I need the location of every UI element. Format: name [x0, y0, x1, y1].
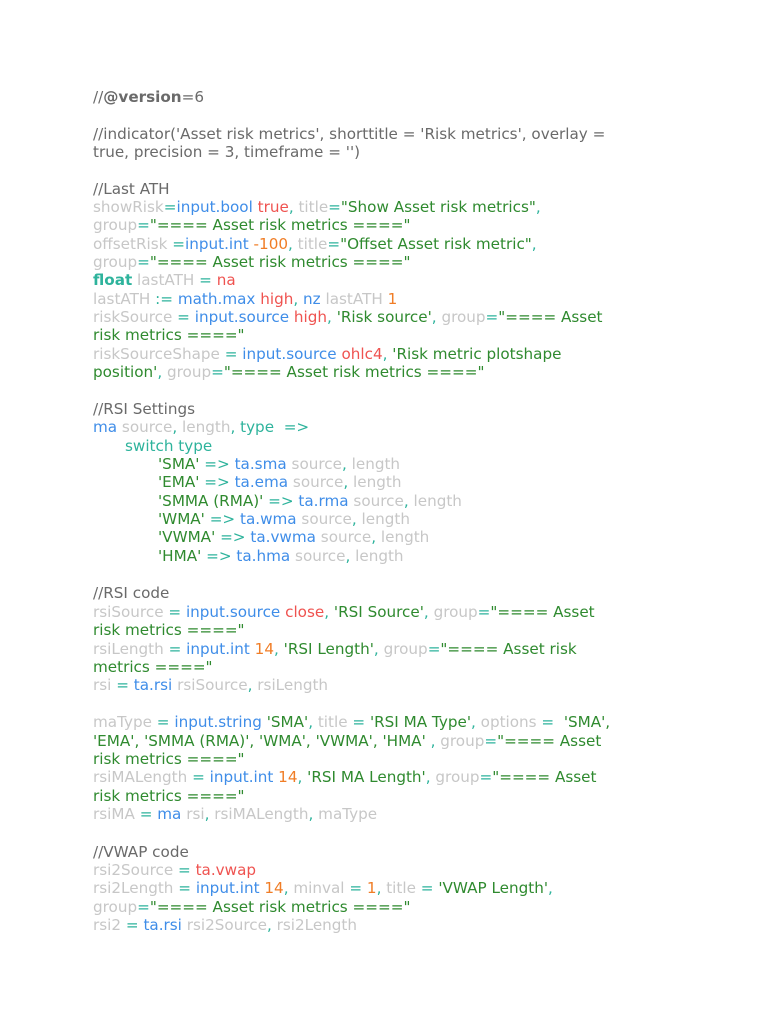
code-token: "==== Asset [492, 768, 597, 786]
code-token: ta.vwap [195, 861, 257, 879]
code-token: input.source [185, 603, 281, 621]
code-token: offsetRisk [93, 235, 168, 253]
code-token: , [341, 455, 352, 473]
code-line [93, 768, 596, 786]
code-token: = [167, 235, 186, 253]
code-line [125, 437, 212, 455]
code-token: source [315, 528, 372, 546]
code-token: //VWAP code [93, 843, 189, 861]
code-token: length [351, 455, 401, 473]
code-token: ta.ema [234, 473, 289, 491]
code-token: true, precision = 3, timeframe = '') [93, 143, 361, 161]
code-token: = [163, 198, 177, 216]
code-token: title [298, 198, 329, 216]
code-token: , [531, 235, 537, 253]
code-token: 'SMMA (RMA)' [158, 492, 264, 510]
code-token: ta.rsi [143, 916, 182, 934]
code-token: = [485, 308, 499, 326]
code-token: , [327, 308, 337, 326]
code-token: , [172, 418, 183, 436]
code-token: = [327, 235, 341, 253]
code-token: = [151, 713, 175, 731]
code-token: "==== Asset risk metrics ====" [149, 216, 411, 234]
code-line [93, 732, 601, 750]
code-token: minval [293, 879, 345, 897]
code-token: length [361, 510, 410, 528]
code-token: rsi2Length [93, 879, 174, 897]
code-token: , [308, 805, 319, 823]
code-token: -100 [248, 235, 289, 253]
code-line [93, 658, 213, 676]
code-token: , [308, 713, 318, 731]
code-token: ta.sma [234, 455, 287, 473]
code-token: na [216, 271, 236, 289]
code-line [93, 750, 245, 768]
code-token: , [288, 198, 299, 216]
code-token: = [536, 713, 564, 731]
code-token: high [289, 308, 328, 326]
code-token: input.bool [176, 198, 253, 216]
code-token: 'EMA', 'SMMA (RMA)', 'WMA', 'VWMA', 'HMA' [93, 732, 431, 750]
code-token: @version [103, 88, 182, 106]
code-line [93, 640, 577, 658]
code-token: source [288, 473, 344, 491]
code-token: source [290, 547, 346, 565]
code-line [158, 492, 462, 510]
code-token: title [386, 879, 416, 897]
code-token: , [431, 308, 442, 326]
code-token: showRisk [93, 198, 164, 216]
code-token: true [252, 198, 289, 216]
code-line [93, 418, 309, 436]
code-line [93, 861, 256, 879]
code-line [93, 216, 410, 234]
code-token: input.int [186, 640, 250, 658]
code-token: "==== Asset [497, 732, 602, 750]
code-line [93, 843, 189, 861]
code-token: , [324, 603, 334, 621]
code-token: rsiMALength [214, 805, 309, 823]
code-token: , [297, 768, 308, 786]
code-token: = [479, 768, 493, 786]
code-token: , [283, 879, 294, 897]
code-token: "==== Asset [490, 603, 595, 621]
code-token: nz [303, 290, 321, 308]
code-token: =6 [181, 88, 204, 106]
code-token: "Offset Asset risk metric" [340, 235, 532, 253]
code-token: , [403, 492, 414, 510]
code-token: source [348, 492, 404, 510]
code-line [93, 916, 357, 934]
code-token: // [93, 88, 104, 106]
code-line [93, 198, 541, 216]
code-line [93, 143, 360, 161]
code-line [158, 528, 429, 546]
code-token: ta.rsi [133, 676, 173, 694]
code-token: , [343, 473, 354, 491]
code-token: metrics ====" [93, 658, 213, 676]
code-token: = [134, 805, 158, 823]
code-token: "==== Asset risk metrics ====" [149, 253, 411, 271]
code-token: 'SMA' [158, 455, 200, 473]
code-line [158, 473, 401, 491]
code-token: options [480, 713, 537, 731]
code-line [93, 400, 195, 418]
code-token: rsiMA [93, 805, 135, 823]
code-token: length [182, 418, 231, 436]
code-token: => [204, 510, 240, 528]
code-token: = [347, 713, 370, 731]
code-token: => [215, 528, 251, 546]
code-token: float [93, 271, 133, 289]
code-token: //RSI code [93, 584, 170, 602]
code-token: = [187, 768, 210, 786]
code-token: rsi2Length [276, 916, 358, 934]
code-token: input.int [185, 235, 249, 253]
code-token: length [413, 492, 462, 510]
code-token: ta.vwma [250, 528, 316, 546]
code-token: , [548, 879, 553, 897]
code-token: rsiSource [172, 676, 248, 694]
code-token: = [415, 879, 439, 897]
code-token: ta.hma [236, 547, 291, 565]
code-token: maType [93, 713, 152, 731]
code-token: maType [318, 805, 378, 823]
code-token: source [286, 455, 342, 473]
code-token: length [355, 547, 404, 565]
code-token: source [117, 418, 173, 436]
code-line [93, 603, 595, 621]
code-token: length [353, 473, 402, 491]
code-token: , [371, 528, 381, 546]
code-token: 14 [259, 879, 284, 897]
code-token: 'WMA' [158, 510, 205, 528]
code-token: riskSourceShape [93, 345, 220, 363]
code-token: risk metrics ====" [93, 326, 245, 344]
code-token: input.int [195, 879, 260, 897]
code-token: lastATH [93, 290, 151, 308]
code-line [158, 455, 400, 473]
code-token: , [274, 640, 284, 658]
code-token: 1 [366, 879, 377, 897]
code-token: = [111, 676, 134, 694]
code-token: = [137, 898, 150, 916]
code-token: , [204, 805, 215, 823]
code-token: input.source [242, 345, 337, 363]
code-token: rsiMALength [93, 768, 188, 786]
code-token: rsi2Source [181, 916, 267, 934]
code-token: , [157, 363, 167, 381]
code-line [93, 125, 605, 143]
code-token: 'VWMA' [158, 528, 216, 546]
code-token: = [173, 861, 196, 879]
code-token: source [296, 510, 352, 528]
code-line [93, 88, 204, 106]
code-token: => [199, 473, 235, 491]
code-token: close [280, 603, 325, 621]
code-token: ta.wma [239, 510, 297, 528]
code-token: = [137, 216, 150, 234]
code-line [158, 510, 410, 528]
code-token: rsiLength [93, 640, 164, 658]
code-token: input.string [174, 713, 262, 731]
code-line [93, 326, 245, 344]
code-token: , [247, 676, 258, 694]
code-token: group [383, 640, 428, 658]
code-line [93, 805, 377, 823]
code-token: = [173, 879, 196, 897]
code-token: //RSI Settings [93, 400, 196, 418]
code-line [93, 879, 553, 897]
code-line [93, 621, 245, 639]
code-token: 'RSI Length' [283, 640, 374, 658]
code-token: lastATH [132, 271, 195, 289]
code-token: 'SMA' [261, 713, 309, 731]
code-token: ma [93, 418, 118, 436]
code-token: := [150, 290, 178, 308]
code-token: = [344, 879, 367, 897]
code-token: , [423, 603, 434, 621]
code-token: = [477, 603, 491, 621]
code-token: = [172, 308, 195, 326]
code-token: , [293, 290, 304, 308]
code-token: 'Risk metric plotshape [392, 345, 562, 363]
code-token: 'VWAP Length' [438, 879, 548, 897]
code-token: rsi2 [93, 916, 122, 934]
code-token: "Show Asset risk metrics" [340, 198, 536, 216]
code-token: => [263, 492, 299, 510]
code-line [93, 584, 169, 602]
code-token: ohlc4 [336, 345, 383, 363]
code-token: = [427, 640, 441, 658]
code-token: title [297, 235, 328, 253]
code-token: math.max [177, 290, 256, 308]
code-token: high [255, 290, 294, 308]
code-line [93, 290, 397, 308]
code-line [93, 308, 603, 326]
code-token: 'RSI MA Type' [369, 713, 471, 731]
code-token: type [240, 418, 275, 436]
code-line [93, 271, 236, 289]
code-line [93, 787, 245, 805]
code-token: 'RSI Source' [333, 603, 424, 621]
code-token: 1 [382, 290, 398, 308]
code-token: , [430, 732, 441, 750]
code-token: => [201, 547, 237, 565]
code-token: group [167, 363, 212, 381]
code-token: , [288, 235, 298, 253]
code-token: group [93, 216, 138, 234]
code-token: rsi2Source [93, 861, 174, 879]
code-token: , [425, 768, 436, 786]
code-token: => [199, 455, 235, 473]
code-token: = [219, 345, 243, 363]
code-token: = [121, 916, 144, 934]
code-token: => [274, 418, 310, 436]
code-token: "==== Asset risk [440, 640, 577, 658]
code-token: 'Risk source' [336, 308, 432, 326]
code-token: = [328, 198, 341, 216]
code-line [93, 676, 328, 694]
code-token: ma [157, 805, 182, 823]
code-token: risk metrics ====" [93, 787, 245, 805]
code-token: rsiSource [93, 603, 164, 621]
code-token: switch type [125, 437, 213, 455]
code-token: input.int [209, 768, 274, 786]
code-token: 'SMA', [563, 713, 611, 731]
code-token: 'EMA' [158, 473, 200, 491]
code-token: group [441, 308, 486, 326]
code-token: "==== Asset risk metrics ====" [149, 898, 411, 916]
code-token: riskSource [93, 308, 173, 326]
code-token: "==== Asset risk metrics ====" [223, 363, 485, 381]
code-token: risk metrics ====" [93, 750, 245, 768]
code-token: lastATH [320, 290, 383, 308]
code-line [158, 547, 404, 565]
code-token: , [230, 418, 241, 436]
code-token: input.source [194, 308, 290, 326]
code-token: 'RSI MA Length' [307, 768, 426, 786]
code-token: //Last ATH [93, 180, 170, 198]
code-token: group [93, 253, 138, 271]
code-token: group [93, 898, 138, 916]
code-token: , [471, 713, 481, 731]
code-line [93, 363, 484, 381]
code-line [93, 253, 410, 271]
code-token: = [163, 640, 187, 658]
code-token: group [435, 768, 480, 786]
code-token: rsi [181, 805, 205, 823]
code-token: , [376, 879, 387, 897]
code-token: "==== Asset [498, 308, 603, 326]
code-token: //indicator('Asset risk metrics', shorttitle = 'Risk metrics', overlay = [93, 125, 606, 143]
code-token: group [433, 603, 478, 621]
code-token: risk metrics ====" [93, 621, 245, 639]
code-token: group [440, 732, 485, 750]
code-token: ta.rma [298, 492, 349, 510]
code-line [93, 180, 170, 198]
code-token: position' [93, 363, 158, 381]
code-token: 14 [273, 768, 298, 786]
code-line [93, 235, 537, 253]
code-line [93, 345, 561, 363]
code-token: title [317, 713, 348, 731]
code-token: length [380, 528, 430, 546]
code-token: , [351, 510, 362, 528]
code-token: 14 [249, 640, 275, 658]
code-line [93, 713, 610, 731]
code-token: , [382, 345, 393, 363]
code-token: = [194, 271, 217, 289]
code-token: 'HMA' [158, 547, 202, 565]
code-token: = [484, 732, 498, 750]
code-token: = [163, 603, 186, 621]
code-token: , [373, 640, 384, 658]
code-token: rsi [93, 676, 112, 694]
code-token: = [211, 363, 224, 381]
code-token: , [535, 198, 541, 216]
code-token: , [345, 547, 356, 565]
code-token: rsiLength [257, 676, 329, 694]
code-token: = [137, 253, 150, 271]
code-token: , [266, 916, 277, 934]
code-line [93, 898, 410, 916]
